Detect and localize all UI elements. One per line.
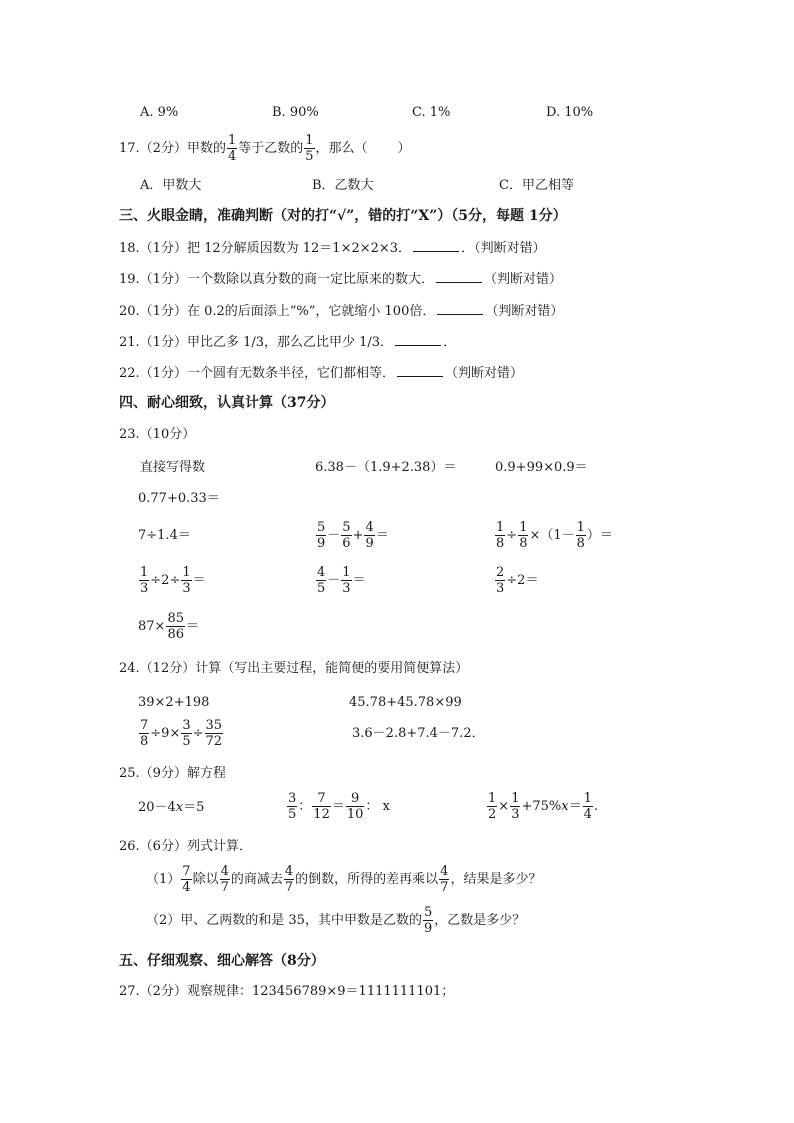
q16-option-c: C. 1% (412, 105, 451, 120)
q23-expr-10: 87× $\frac{85}{86}$ ＝ (138, 611, 199, 642)
section-5-title: 五、仔细观察、细心解答（8分） (119, 953, 325, 969)
q23-expr-2: 0.9+99×0.9＝ (495, 460, 588, 475)
question-21: 21.（1分）甲比乙多 1/3，那么乙比甲少 1/3． ． (119, 332, 456, 352)
question-19: 19.（1分）一个数除以真分数的商一定比原来的数大． （判断对错） (119, 269, 562, 289)
q23-direct-label: 直接写得数 (140, 460, 206, 475)
question-26-head: 26.（6分）列式计算． (119, 839, 252, 854)
q17-option-b: B．乙数大 (312, 178, 374, 193)
question-22: 22.（1分）一个圆有无数条半径，它们都相等． （判断对错） (119, 363, 523, 383)
question-20: 20.（1分）在 0.2的后面添上“%”，它就缩小 100倍． （判断对错） (119, 301, 563, 321)
q23-expr-5: $\frac{5}{9}$ － $\frac{5}{6}$ + $\frac{4}{9}$ ＝ (317, 520, 389, 551)
section-3-title: 三、火眼金睛，准确判断（对的打“√”，错的打“X”）（5分，每题 1分） (119, 208, 567, 224)
question-17: 17.（2分）甲数的 $\frac{1}{4}$ 等于乙数的 $\frac{1}{5}$ ，那么（ ） (119, 133, 411, 164)
q25-equation-3: $\frac{1}{2}$ × $\frac{1}{3}$ +75%x＝ $\frac{1}{4}$ . (488, 791, 599, 822)
q26-part-2: （2）甲、乙两数的和是 35，其中甲数是乙数的 $\frac{5}{9}$ ，乙数是多少？ (146, 905, 526, 936)
answer-blank (397, 363, 443, 377)
q24-expr-2: 45.78+45.78×99 (349, 695, 462, 710)
q17-option-c: C．甲乙相等 (499, 178, 574, 193)
answer-blank (436, 269, 482, 283)
answer-blank (395, 332, 441, 346)
q16-option-d: D. 10% (546, 105, 594, 120)
q23-expr-4: 7÷1.4＝ (138, 528, 191, 543)
q26-part-1: （1） $\frac{7}{4}$ 除以 $\frac{4}{7}$ 的商减去 $\frac{4}{7}$ 的倒数，所得的差再乘以 $\frac{4}{7}$ ，结果是多少？ (146, 864, 542, 895)
question-23-head: 23.（10分） (119, 427, 196, 442)
q17-option-a: A．甲数大 (140, 178, 202, 193)
question-25-head: 25.（9分）解方程 (119, 766, 226, 781)
q24-expr-3: $\frac{7}{8}$ ÷9× $\frac{3}{5}$ ÷ $\frac{35}{72}$ (140, 718, 223, 749)
q16-option-a: A. 9% (140, 105, 179, 120)
q23-expr-6: $\frac{1}{8}$ ÷ $\frac{1}{8}$ ×（1－ $\frac{1}{8}$ ）＝ (496, 520, 613, 551)
section-4-title: 四、耐心细致，认真计算（37分） (119, 395, 335, 411)
q23-expr-7: $\frac{1}{3}$ ÷2÷ $\frac{1}{3}$ ＝ (140, 565, 206, 596)
q23-expr-9: $\frac{2}{3}$ ÷2＝ (496, 565, 539, 596)
fraction: $\frac{1}{4}$ (227, 133, 237, 164)
q25-equation-1: 20－4x＝5 (138, 800, 205, 815)
q24-expr-1: 39×2+198 (138, 695, 210, 710)
question-18: 18.（1分）把 12分解质因数为 12＝1×2×2×3． ．（判断对错） (119, 238, 546, 258)
question-24-head: 24.（12分）计算（写出主要过程，能简便的要用简便算法） (119, 661, 469, 676)
q23-expr-1: 6.38－（1.9+2.38）＝ (315, 460, 457, 475)
q24-expr-4: 3.6－2.8+7.4－7.2． (352, 726, 485, 741)
q25-equation-2: $\frac{3}{5}$ ： $\frac{7}{12}$ ＝ $\frac{9}{10}$ ： x (288, 791, 390, 822)
fraction: $\frac{1}{5}$ (305, 133, 314, 164)
q16-option-b: B. 90% (272, 105, 319, 120)
question-27: 27.（2分）观察规律：123456789×9＝1111111101； (119, 984, 455, 999)
answer-blank (437, 301, 483, 315)
answer-blank (413, 238, 459, 252)
q23-expr-8: $\frac{4}{5}$ － $\frac{1}{3}$ ＝ (317, 565, 366, 596)
q23-expr-3: 0.77+0.33＝ (138, 491, 220, 506)
